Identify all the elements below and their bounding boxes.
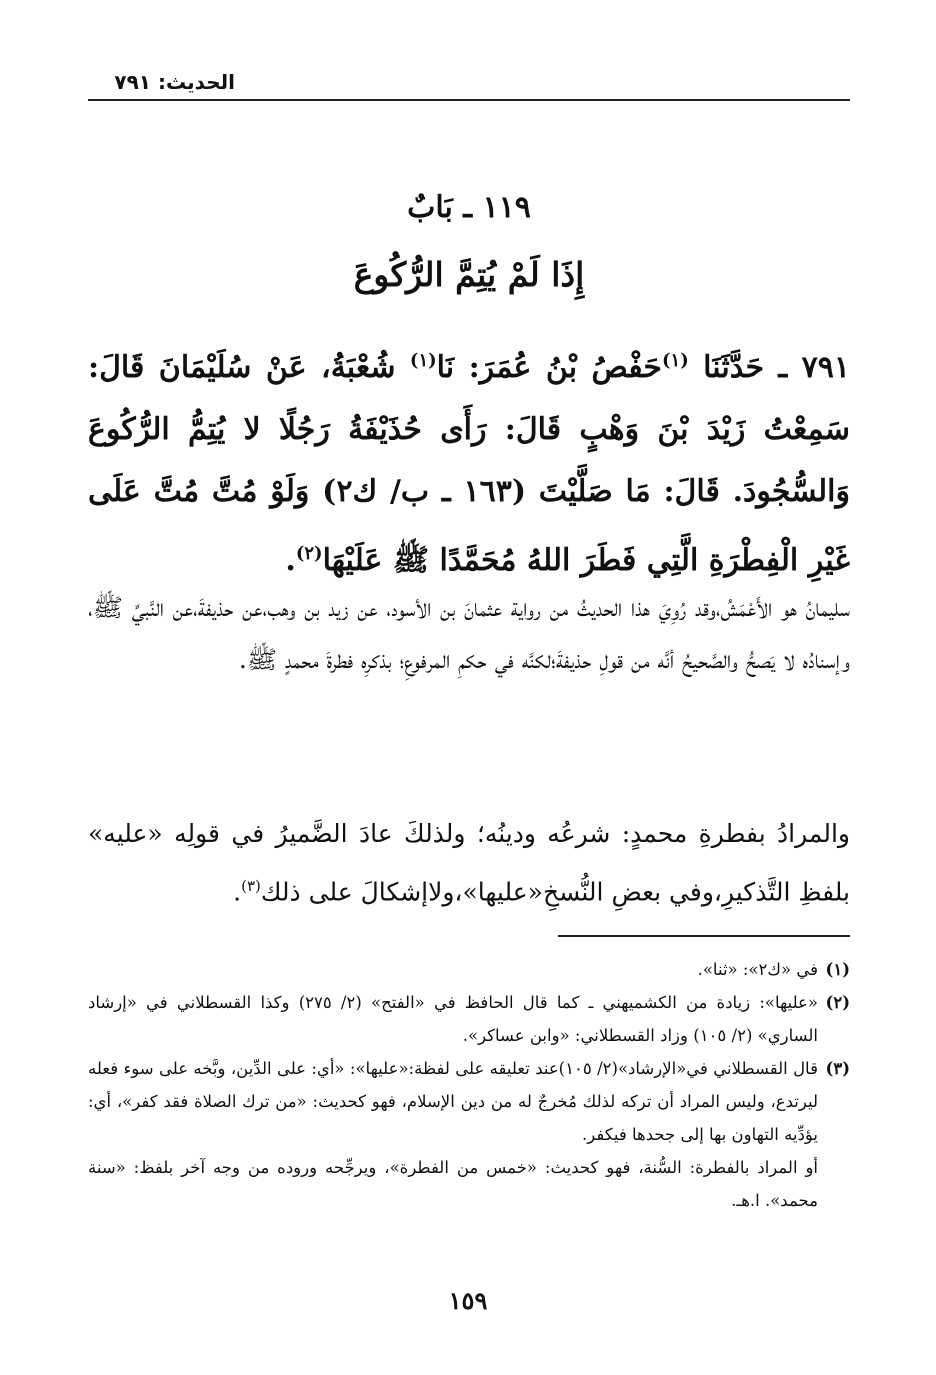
footnote-3 (88, 1052, 850, 1151)
footnote-ref-2: (٢) (295, 543, 323, 564)
footnote-2 (88, 986, 850, 1052)
running-head: الحديث: ٧٩١ (114, 70, 235, 94)
footnote-number: (٣) (825, 1059, 850, 1078)
hadith-part-3: شُعْبَةُ، عَنْ سُلَيْمَانَ قَالَ: سَمِعْتُ زَيْدَ بْنَ وَهْبٍ قَالَ: رَأَى حُذَيْفَةُ رَجُلًا لا يُتِمُّ الرُّكُوعَ وَالسُّجُودَ. قَالَ: مَا صَلَّيْتَ (١٦٣ ـ ب/ ك٢) وَلَوْ مُتَّ مُتَّ عَلَى غَيْرِ الْفِطْرَةِ الَّتِي فَطَرَ اللهُ مُحَمَّدًا ﷺ عَلَيْهَا (88, 350, 850, 578)
footnote-ref-1b: (١) (409, 350, 437, 371)
footnote-text: في «ك٢»: «ثنا». (697, 960, 818, 979)
footnote-1 (88, 953, 850, 986)
footnote-text: «عليها»: زيادة من الكشميهني ـ كما قال الحافظ في «الفتح» (٢/ ٢٧٥) وكذا القسطلاني في «إرشاد الساري» (٢/ ١٠٥) وزاد القسطلاني: «وابن عساكر». (88, 993, 818, 1045)
paragraph-2-end: . (233, 877, 242, 907)
hadith-part-2: حَفْصُ بْنُ عُمَرَ: نَا (436, 350, 662, 385)
hadith-text (88, 330, 850, 592)
footnote-ref-1: (١) (661, 350, 689, 371)
chapter-title: إِذَا لَمْ يُتِمَّ الرُّكُوعَ (353, 255, 585, 294)
footnote-text: قال القسطلاني في«الإرشاد»(٢/ ١٠٥)عند تعليقه على لفظة:«عليها»: «أي: على الدِّين، وبَّخه على سوء فعله ليرتدع، وليس المراد أن تركه لذلك مُخرجٌ له من دين الإسلام، فهو كحديث: «من ترك الصلاة فقد كفر»، أي: يؤدِّيه التهاون بها إلى جحدها فيكفر. (88, 1059, 818, 1144)
footnote-ref-3: (٣) (241, 877, 261, 895)
footnotes (88, 953, 850, 1217)
footnotes-rule (558, 935, 850, 937)
commentary-paragraph-1: سليمانُ هو الأَعْمَشُ،وقد رُوِيَ هذا الحديثُ من رواية عثمانَ بن الأسود، عن زيد بن وهب،عن حذيفةَ،عن النَّبيِّ ﷺ، وإسنادُه لا يَصحُّ والصَّحيحُ أنَّه من قولِ حذيفةَ؛لكنَّه في حكمِ المرفوعِ؛ بذكرِه فطرةَ محمدٍ ﷺ. (88, 593, 850, 674)
footnote-text: أو المراد بالفطرة: السُّنة، فهو كحديث: «خمس من الفطرة»، ويرجِّحه وروده من وجه آخر بلفظ: «سنة محمد». ا.هـ. (88, 1158, 818, 1210)
footnote-number: (٢) (825, 993, 850, 1012)
chapter-number: ١١٩ ـ بَابٌ (407, 190, 531, 225)
hadith-part-4: . (285, 543, 296, 578)
footnote-number: (١) (825, 960, 850, 979)
header-rule (88, 99, 850, 101)
footnote-3-continued (88, 1151, 850, 1217)
commentary-paragraph-2 (88, 808, 850, 918)
hadith-part-1: ٧٩١ ـ حَدَّثَنَا (688, 350, 850, 385)
page-number: ١٥٩ (448, 1286, 488, 1315)
paragraph-2-text: والمرادُ بفطرةِ محمدٍ: شرعُه ودينُه؛ ولذلكَ عادَ الضَّميرُ في قولِه «عليه» بلفظِ التَّذكيرِ،وفي بعضِ النُّسخِ«عليها»،ولاإشكالَ على ذلك (88, 819, 850, 907)
